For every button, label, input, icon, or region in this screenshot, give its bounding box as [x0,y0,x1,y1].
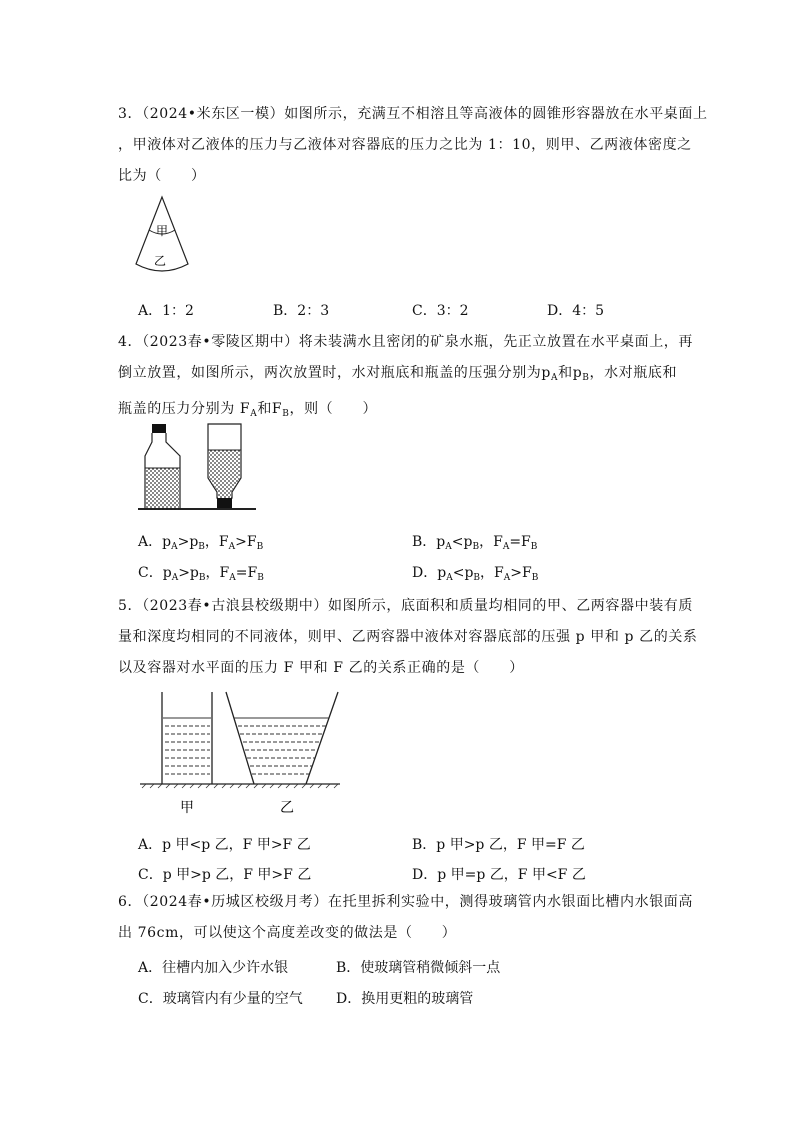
option-b[interactable]: B．$p_A<p_B$，$F_A=F_B$ [412,534,538,552]
question-6-line-2: 出 76cm，可以使这个高度差改变的做法是（ ） [118,925,457,941]
cone-container-figure [130,194,200,288]
option-d[interactable]: D．换用更粗的玻璃管 [336,991,474,1007]
two-containers-figure [140,688,346,818]
question-6 [118,887,693,949]
question-4-line-1: 4．（2023春•零陵区期中）将未装满水且密闭的矿泉水瓶，先正立放置在水平桌面上，再 [118,334,693,350]
question-3-line-1: 3．（2024•米东区一模）如图所示，充满互不相溶且等高液体的圆锥形容器放在水平桌面上 [118,106,708,122]
label-yi: 乙 [154,254,167,268]
option-d[interactable]: D．p 甲=p 乙，F 甲<F 乙 [412,867,586,883]
question-4 [118,327,693,430]
option-b[interactable]: B．p 甲>p 乙，F 甲=F 乙 [412,837,585,853]
label-yi: 乙 [280,800,294,816]
upright-bottle [145,424,180,509]
question-3 [118,99,708,192]
question-3-line-3: 比为（ ） [118,168,206,184]
option-a[interactable]: A．$p_A>p_B$，$F_A>F_B$ [138,534,264,552]
question-4-line-3: 瓶盖的压力分别为 $F_A$和$F_B$，则（ ） [118,401,378,419]
question-5-line-2: 量和深度均相同的不同液体，则甲、乙两容器中液体对容器底部的压强 p 甲和 p 乙的关系 [118,629,698,645]
option-c[interactable]: C．$p_A>p_B$，$F_A=F_B$ [138,565,264,583]
inverted-bottle [208,424,241,508]
bottle-figure [138,422,256,514]
option-a[interactable]: A．往槽内加入少许水银 [138,960,289,976]
question-4-line-2: 倒立放置，如图所示，两次放置时，水对瓶底和瓶盖的压强分别为$p_A$和$p_B$，水对瓶底和 [118,365,678,383]
question-5-line-1: 5．（2023春•古浪县校级期中）如图所示，底面积和质量均相同的甲、乙两容器中装有质 [118,598,693,614]
option-c[interactable]: C．p 甲>p 乙，F 甲>F 乙 [138,867,312,883]
option-b[interactable]: B．使玻璃管稍微倾斜一点 [336,960,501,976]
question-5 [118,591,698,684]
option-b[interactable]: B．2：3 [273,303,330,319]
container-jia [162,692,212,784]
option-c[interactable]: C．玻璃管内有少量的空气 [138,991,303,1007]
question-3-line-2: ，甲液体对乙液体的压力与乙液体对容器底的压力之比为 1：10，则甲、乙两液体密度之 [118,137,692,153]
label-jia: 甲 [180,800,194,816]
option-a[interactable]: A．p 甲<p 乙，F 甲>F 乙 [138,837,311,853]
label-jia: 甲 [156,224,169,238]
question-6-line-1: 6．（2024春•历城区校级月考）在托里拆利实验中，测得玻璃管内水银面比槽内水银面高 [118,894,693,910]
question-5-line-3: 以及容器对水平面的压力 F 甲和 F 乙的关系正确的是（ ） [118,660,524,676]
container-yi [226,692,338,784]
option-a[interactable]: A．1：2 [138,303,194,319]
option-c[interactable]: C．3：2 [412,303,469,319]
option-d[interactable]: D．$p_A<p_B$，$F_A>F_B$ [412,565,539,583]
option-d[interactable]: D．4：5 [547,303,605,319]
